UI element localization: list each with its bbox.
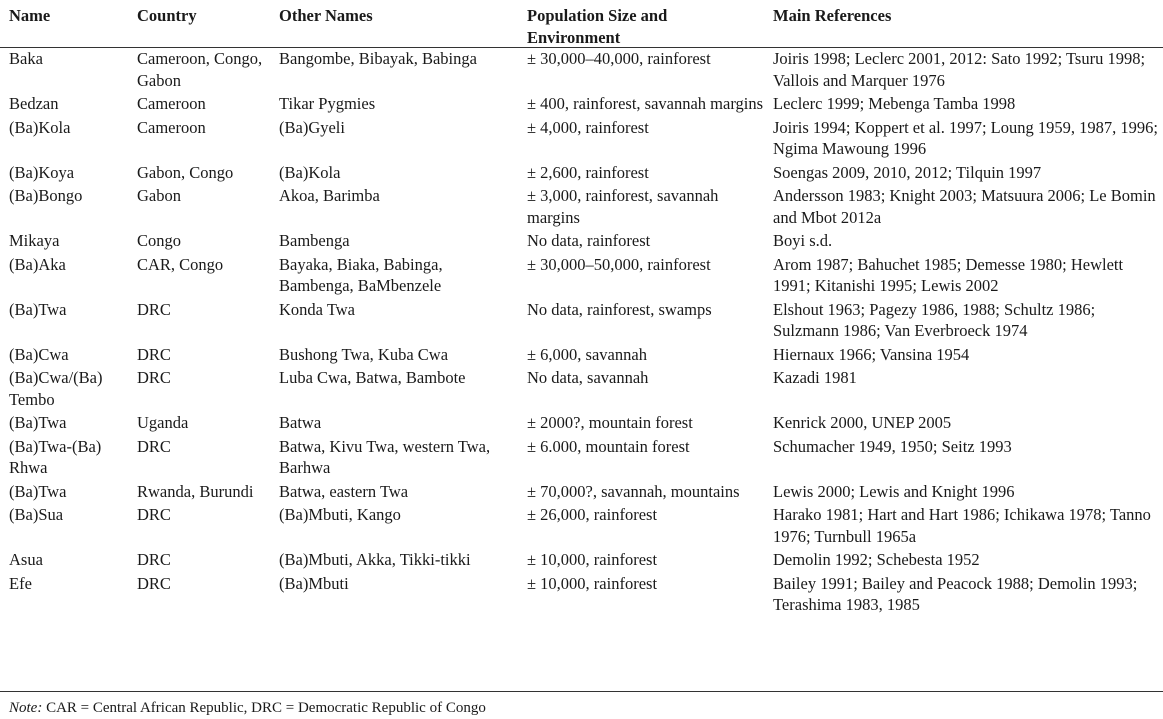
- cell-population: ± 6.000, mountain forest: [527, 436, 690, 456]
- cell-other-names: Konda Twa: [279, 299, 355, 319]
- cell-population: ± 400, rainforest, savannah margins: [527, 94, 764, 113]
- cell-population: No data, rainforest: [527, 231, 651, 250]
- cell-country: Uganda: [137, 413, 189, 432]
- cell-other-names: Tikar Pygmies: [279, 94, 376, 113]
- cell-country: Gabon: [137, 186, 181, 205]
- table-row: [0, 481, 1163, 505]
- table-body: [0, 48, 1163, 618]
- table-row: [0, 254, 1163, 299]
- table-row: [0, 117, 1163, 162]
- cell-other-names: Bushong Twa, Kuba Cwa: [279, 344, 449, 364]
- cell-name: (Ba)Cwa/(Ba) Tembo: [9, 368, 103, 409]
- table-row: [0, 48, 1163, 93]
- cell-references: Schumacher 1949, 1950; Seitz 1993: [773, 436, 1012, 456]
- cell-references: Demolin 1992; Schebesta 1952: [773, 550, 980, 569]
- cell-country: DRC: [137, 573, 171, 593]
- cell-other-names: Bayaka, Biaka, Babinga, Bambenga, BaMbenzele: [279, 254, 443, 295]
- cell-references: Joiris 1994; Koppert et al. 1997; Loung 1959, 1987, 1996; Ngima Mawoung 1996: [773, 117, 1158, 158]
- cell-references: Kenrick 2000, UNEP 2005: [773, 413, 952, 432]
- cell-other-names: (Ba)Kola: [279, 162, 341, 182]
- cell-country: DRC: [137, 505, 171, 524]
- cell-name: Mikaya: [9, 231, 60, 250]
- cell-population: No data, rainforest, swamps: [527, 299, 712, 319]
- cell-population: ± 10,000, rainforest: [527, 573, 658, 593]
- header-population: Population Size and Environment: [527, 6, 668, 47]
- header-other-names: Other Names: [279, 6, 373, 25]
- population-table: [0, 4, 1163, 618]
- note-text: CAR = Central African Republic, DRC = Democratic Republic of Congo: [42, 700, 486, 716]
- table-note: [9, 698, 486, 718]
- cell-references: Elshout 1963; Pagezy 1986, 1988; Schultz 1986; Sulzmann 1986; Van Everbroeck 1974: [773, 299, 1096, 340]
- cell-references: Hiernaux 1966; Vansina 1954: [773, 344, 970, 364]
- cell-other-names: (Ba)Mbuti, Akka, Tikki-tikki: [279, 550, 471, 569]
- cell-population: ± 3,000, rainforest, savannah margins: [527, 186, 719, 227]
- header-references: Main References: [773, 6, 892, 25]
- cell-country: Cameroon, Congo, Gabon: [137, 49, 263, 90]
- cell-country: Gabon, Congo: [137, 162, 234, 182]
- cell-population: ± 6,000, savannah: [527, 344, 647, 364]
- header-country: Country: [137, 6, 197, 25]
- table-row: [0, 162, 1163, 186]
- table-row: [0, 299, 1163, 344]
- header-row: [0, 4, 1163, 48]
- cell-population: ± 10,000, rainforest: [527, 550, 658, 569]
- cell-other-names: Akoa, Barimba: [279, 186, 380, 205]
- cell-name: (Ba)Twa: [9, 299, 67, 319]
- cell-other-names: Bambenga: [279, 231, 350, 250]
- cell-population: No data, savannah: [527, 368, 649, 387]
- cell-name: (Ba)Twa: [9, 481, 67, 501]
- cell-other-names: Luba Cwa, Batwa, Bambote: [279, 368, 466, 387]
- cell-name: (Ba)Aka: [9, 254, 66, 274]
- cell-population: ± 4,000, rainforest: [527, 117, 649, 137]
- cell-references: Soengas 2009, 2010, 2012; Tilquin 1997: [773, 162, 1042, 182]
- cell-references: Boyi s.d.: [773, 231, 833, 250]
- cell-population: ± 2000?, mountain forest: [527, 413, 693, 432]
- cell-country: CAR, Congo: [137, 254, 224, 274]
- cell-population: ± 30,000–50,000, rainforest: [527, 254, 711, 274]
- table-row: [0, 367, 1163, 412]
- cell-name: (Ba)Kola: [9, 117, 71, 137]
- table-row: [0, 504, 1163, 549]
- table-row: [0, 549, 1163, 573]
- cell-name: Asua: [9, 550, 43, 569]
- cell-references: Lewis 2000; Lewis and Knight 1996: [773, 481, 1015, 501]
- cell-country: DRC: [137, 550, 171, 569]
- cell-name: (Ba)Sua: [9, 505, 64, 524]
- cell-name: (Ba)Cwa: [9, 344, 69, 364]
- table-row: [0, 93, 1163, 117]
- cell-name: Baka: [9, 49, 43, 68]
- cell-name: (Ba)Twa-(Ba) Rhwa: [9, 436, 102, 477]
- cell-other-names: Batwa, Kivu Twa, western Twa, Barhwa: [279, 436, 491, 477]
- cell-name: Bedzan: [9, 94, 59, 113]
- cell-references: Harako 1981; Hart and Hart 1986; Ichikawa 1978; Tanno 1976; Turnbull 1965a: [773, 505, 1151, 546]
- cell-country: Cameroon: [137, 117, 206, 137]
- cell-country: DRC: [137, 299, 171, 319]
- cell-name: (Ba)Twa: [9, 413, 67, 432]
- cell-other-names: (Ba)Mbuti: [279, 573, 349, 593]
- cell-country: DRC: [137, 368, 171, 387]
- cell-other-names: Bangombe, Bibayak, Babinga: [279, 49, 477, 68]
- cell-references: Bailey 1991; Bailey and Peacock 1988; Demolin 1993; Terashima 1983, 1985: [773, 573, 1138, 614]
- cell-population: ± 26,000, rainforest: [527, 505, 658, 524]
- header-name: Name: [9, 6, 51, 25]
- cell-name: Efe: [9, 573, 32, 593]
- cell-country: Rwanda, Burundi: [137, 481, 254, 501]
- cell-population: ± 70,000?, savannah, mountains: [527, 481, 740, 501]
- cell-country: DRC: [137, 436, 171, 456]
- cell-other-names: Batwa, eastern Twa: [279, 481, 409, 501]
- cell-references: Joiris 1998; Leclerc 2001, 2012: Sato 1992; Tsuru 1998; Vallois and Marquer 1976: [773, 49, 1146, 90]
- cell-references: Arom 1987; Bahuchet 1985; Demesse 1980; Hewlett 1991; Kitanishi 1995; Lewis 2002: [773, 254, 1124, 295]
- cell-other-names: Batwa: [279, 413, 322, 432]
- table-row: [0, 436, 1163, 481]
- table-row: [0, 185, 1163, 230]
- cell-other-names: (Ba)Mbuti, Kango: [279, 505, 401, 524]
- cell-references: Leclerc 1999; Mebenga Tamba 1998: [773, 94, 1016, 113]
- cell-references: Kazadi 1981: [773, 368, 857, 387]
- table-row: [0, 230, 1163, 254]
- cell-population: ± 2,600, rainforest: [527, 162, 649, 182]
- cell-name: (Ba)Bongo: [9, 186, 83, 205]
- cell-population: ± 30,000–40,000, rainforest: [527, 49, 711, 68]
- note-label: Note:: [9, 700, 43, 716]
- cell-country: Congo: [137, 231, 182, 250]
- table-row: [0, 573, 1163, 618]
- cell-country: DRC: [137, 344, 171, 364]
- cell-other-names: (Ba)Gyeli: [279, 117, 345, 137]
- cell-name: (Ba)Koya: [9, 162, 75, 182]
- cell-country: Cameroon: [137, 94, 206, 113]
- table-bottom-rule: [0, 691, 1163, 692]
- table-row: [0, 344, 1163, 368]
- table-row: [0, 412, 1163, 436]
- cell-references: Andersson 1983; Knight 2003; Matsuura 2006; Le Bomin and Mbot 2012a: [773, 186, 1156, 227]
